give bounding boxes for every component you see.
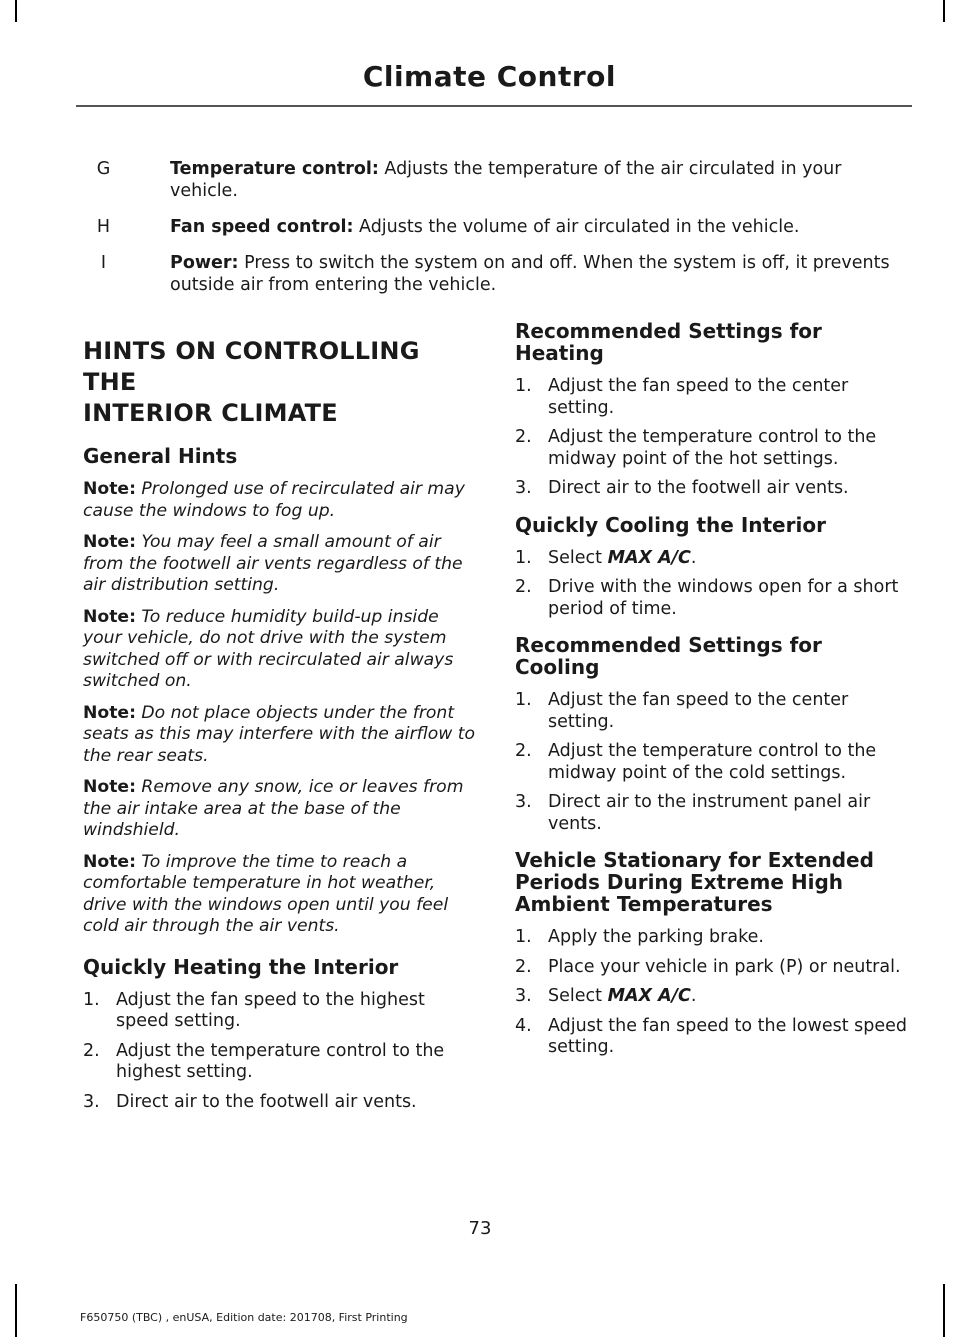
note: Note: You may feel a small amount of air from the footwell air vents regardless of the air distribution setting. [83, 532, 463, 595]
note: Note: To improve the time to reach a comfortable temperature in hot weather, drive with the windows open until you feel cold air through the air vents. [83, 851, 449, 936]
legend-key: G [96, 159, 111, 179]
quick-heat-steps [83, 990, 478, 1114]
list-item: 2. Adjust the temperature control to the midway point of the hot settings. [515, 427, 877, 469]
right-column [515, 316, 910, 1073]
legend-text: Adjusts the volume of air circulated in the vehicle. [353, 217, 800, 237]
list-item: 3. Direct air to the footwell air vents. [83, 1091, 417, 1112]
page-number: 73 [468, 1218, 492, 1239]
heating-steps [515, 376, 910, 500]
legend-term: Fan speed control: [170, 217, 354, 237]
stationary-heading: Vehicle Stationary for Extended Periods During Extreme High Ambient Temperatures [515, 848, 874, 916]
list-item: 2. Adjust the temperature control to the highest setting. [83, 1040, 445, 1082]
cooling-heading: Recommended Settings for Cooling [515, 633, 822, 679]
legend-text: Press to switch the system on and off. When the system is off, it prevents outside air from entering the vehicle. [170, 253, 890, 295]
callout-legend [83, 158, 913, 310]
list-item: 2. Adjust the temperature control to the midway point of the cold settings. [515, 741, 877, 783]
crop-mark-top-left [15, 0, 17, 22]
legend-term: Power: [170, 253, 239, 273]
list-item: 1. Adjust the fan speed to the highest speed setting. [83, 989, 425, 1031]
section-heading: HINTS ON CONTROLLING THE INTERIOR CLIMATE [83, 337, 420, 427]
legend-key: I [100, 253, 107, 273]
list-item: 3. Direct air to the instrument panel air vents. [515, 792, 871, 834]
note: Note: Remove any snow, ice or leaves from the air intake area at the base of the windshield. [83, 777, 464, 840]
note: Note: Prolonged use of recirculated air may cause the windows to fog up. [83, 479, 465, 521]
edition-footer: F650750 (TBC) , enUSA, Edition date: 201708, First Printing [80, 1311, 408, 1324]
note: Note: To reduce humidity build-up inside your vehicle, do not drive with the system switched off or with recirculated air always switched on. [83, 606, 454, 691]
legend-text: Adjusts the temperature of the air circulated in your vehicle. [170, 159, 842, 201]
crop-mark-bottom-left [15, 1284, 17, 1337]
list-item: 1. Adjust the fan speed to the center setting. [515, 376, 849, 418]
list-item: 1. Adjust the fan speed to the center setting. [515, 690, 849, 732]
heating-heading: Recommended Settings for Heating [515, 319, 822, 365]
quick-cool-heading: Quickly Cooling the Interior [515, 512, 826, 537]
crop-mark-top-right [943, 0, 945, 22]
quick-cool-steps [515, 548, 910, 621]
cooling-steps [515, 690, 910, 835]
quick-heat-heading: Quickly Heating the Interior [83, 954, 399, 979]
stationary-steps [515, 927, 910, 1059]
list-item: 1. Select MAX A/C. [515, 547, 697, 568]
general-hints-heading: General Hints [83, 444, 238, 468]
legend-item-h [83, 216, 913, 238]
note: Note: Do not place objects under the front seats as this may interfere with the airflow to the rear seats. [83, 702, 476, 766]
header-rule [76, 105, 912, 107]
list-item: 2. Place your vehicle in park (P) or neutral. [515, 956, 901, 977]
legend-item-g [83, 158, 913, 202]
list-item: 3. Direct air to the footwell air vents. [515, 478, 849, 498]
list-item: 3. Select MAX A/C. [515, 986, 697, 1006]
list-item: 2. Drive with the windows open for a short period of time. [515, 577, 899, 619]
legend-key: H [96, 217, 111, 237]
legend-term: Temperature control: [170, 159, 379, 179]
list-item: 4. Adjust the fan speed to the lowest speed setting. [515, 1015, 907, 1057]
left-column [83, 316, 478, 1127]
list-item: 1. Apply the parking brake. [515, 927, 764, 947]
crop-mark-bottom-right [943, 1284, 945, 1337]
page-title: Climate Control [362, 60, 616, 93]
legend-item-i [83, 252, 913, 296]
